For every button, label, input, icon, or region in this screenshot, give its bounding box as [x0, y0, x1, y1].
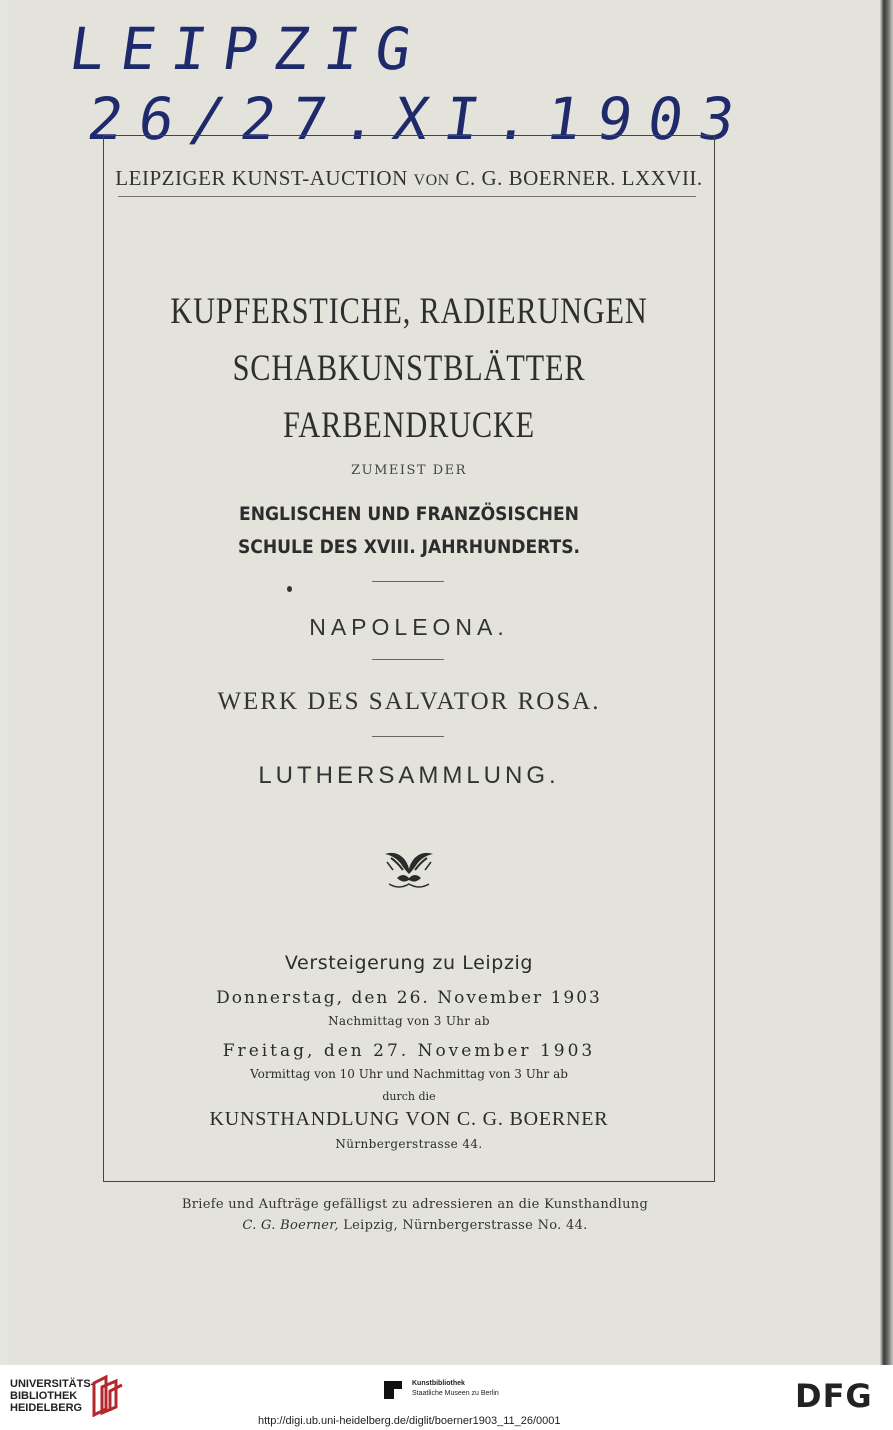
- auction-day-1: Donnerstag, den 26. November 1903: [216, 988, 602, 1008]
- title-line-1: KUPFERSTICHE, RADIERUNGEN: [170, 291, 648, 332]
- auction-day-1-time: Nachmittag von 3 Uhr ab: [328, 1014, 490, 1028]
- durch-die: durch die: [382, 1090, 436, 1103]
- firm-name: KUNSTHANDLUNG VON C. G. BOERNER: [209, 1108, 609, 1130]
- source-url-link[interactable]: http://digi.ub.uni-heidelberg.de/diglit/boerner1903_11_26/0001: [258, 1415, 561, 1427]
- divider-rule: [372, 581, 444, 582]
- auction-heading: Versteigerung zu Leipzig: [284, 952, 534, 974]
- series-header-part1: LEIPZIGER KUNST-AUCTION: [115, 166, 408, 190]
- title-line-3: FARBENDRUCKE: [282, 405, 536, 446]
- firm-address: Nürnbergerstrasse 44.: [335, 1137, 483, 1151]
- divider-rule: [372, 736, 444, 737]
- footer-line-2: [120, 1218, 710, 1233]
- section-luthersammlung: LUTHERSAMMLUNG.: [258, 762, 560, 789]
- school-line-2: SCHULE DES XVIII. JAHRHUNDERTS.: [237, 536, 581, 558]
- auction-day-2-time: Vormittag von 10 Uhr und Nachmittag von 3 Uhr ab: [250, 1067, 568, 1081]
- series-header: [103, 166, 715, 191]
- footer-line-1: Briefe und Aufträge gefälligst zu adressieren an die Kunsthandlung: [181, 1197, 649, 1212]
- kb-line-1: Kunstbibliothek: [412, 1380, 465, 1387]
- series-header-part2: C. G. BOERNER. LXXVII.: [455, 166, 703, 190]
- footer-address: Leipzig, Nürnbergerstrasse No. 44.: [338, 1218, 588, 1233]
- uni-heidelberg-text: [10, 1378, 94, 1414]
- header-rule: [118, 196, 696, 197]
- auction-day-2: Freitag, den 27. November 1903: [222, 1041, 596, 1061]
- zumeist-der: ZUMEIST DER: [351, 463, 467, 478]
- handwritten-date: 26/27.XI.1903: [83, 85, 755, 153]
- kunstbibliothek-logo-icon: [380, 1377, 406, 1403]
- ink-speck: [287, 586, 292, 592]
- dfg-logo: DFG: [795, 1377, 873, 1415]
- school-line-1: ENGLISCHEN UND FRANZÖSISCHEN: [239, 503, 579, 525]
- kunstbibliothek-text: [412, 1379, 499, 1399]
- page-edge-shadow: [880, 0, 893, 1365]
- divider-rule: [372, 659, 444, 660]
- printer-ornament-icon: [383, 848, 435, 890]
- uni-heidelberg-logo-icon: [90, 1373, 124, 1417]
- section-salvator-rosa: WERK DES SALVATOR ROSA.: [217, 688, 601, 715]
- title-line-2: SCHABKUNSTBLÄTTER: [232, 348, 586, 389]
- kb-line-2: Staatliche Museen zu Berlin: [412, 1390, 499, 1397]
- uni-line-3: HEIDELBERG: [10, 1402, 83, 1414]
- section-napoleona: NAPOLEONA.: [309, 614, 509, 640]
- uni-line-1: UNIVERSITÄTS-: [10, 1378, 95, 1390]
- uni-line-2: BIBLIOTHEK: [10, 1390, 78, 1402]
- footer-firm-italic: C. G. Boerner,: [242, 1218, 339, 1233]
- series-header-von: VON: [413, 172, 450, 189]
- handwritten-city: LEIPZIG: [65, 15, 432, 83]
